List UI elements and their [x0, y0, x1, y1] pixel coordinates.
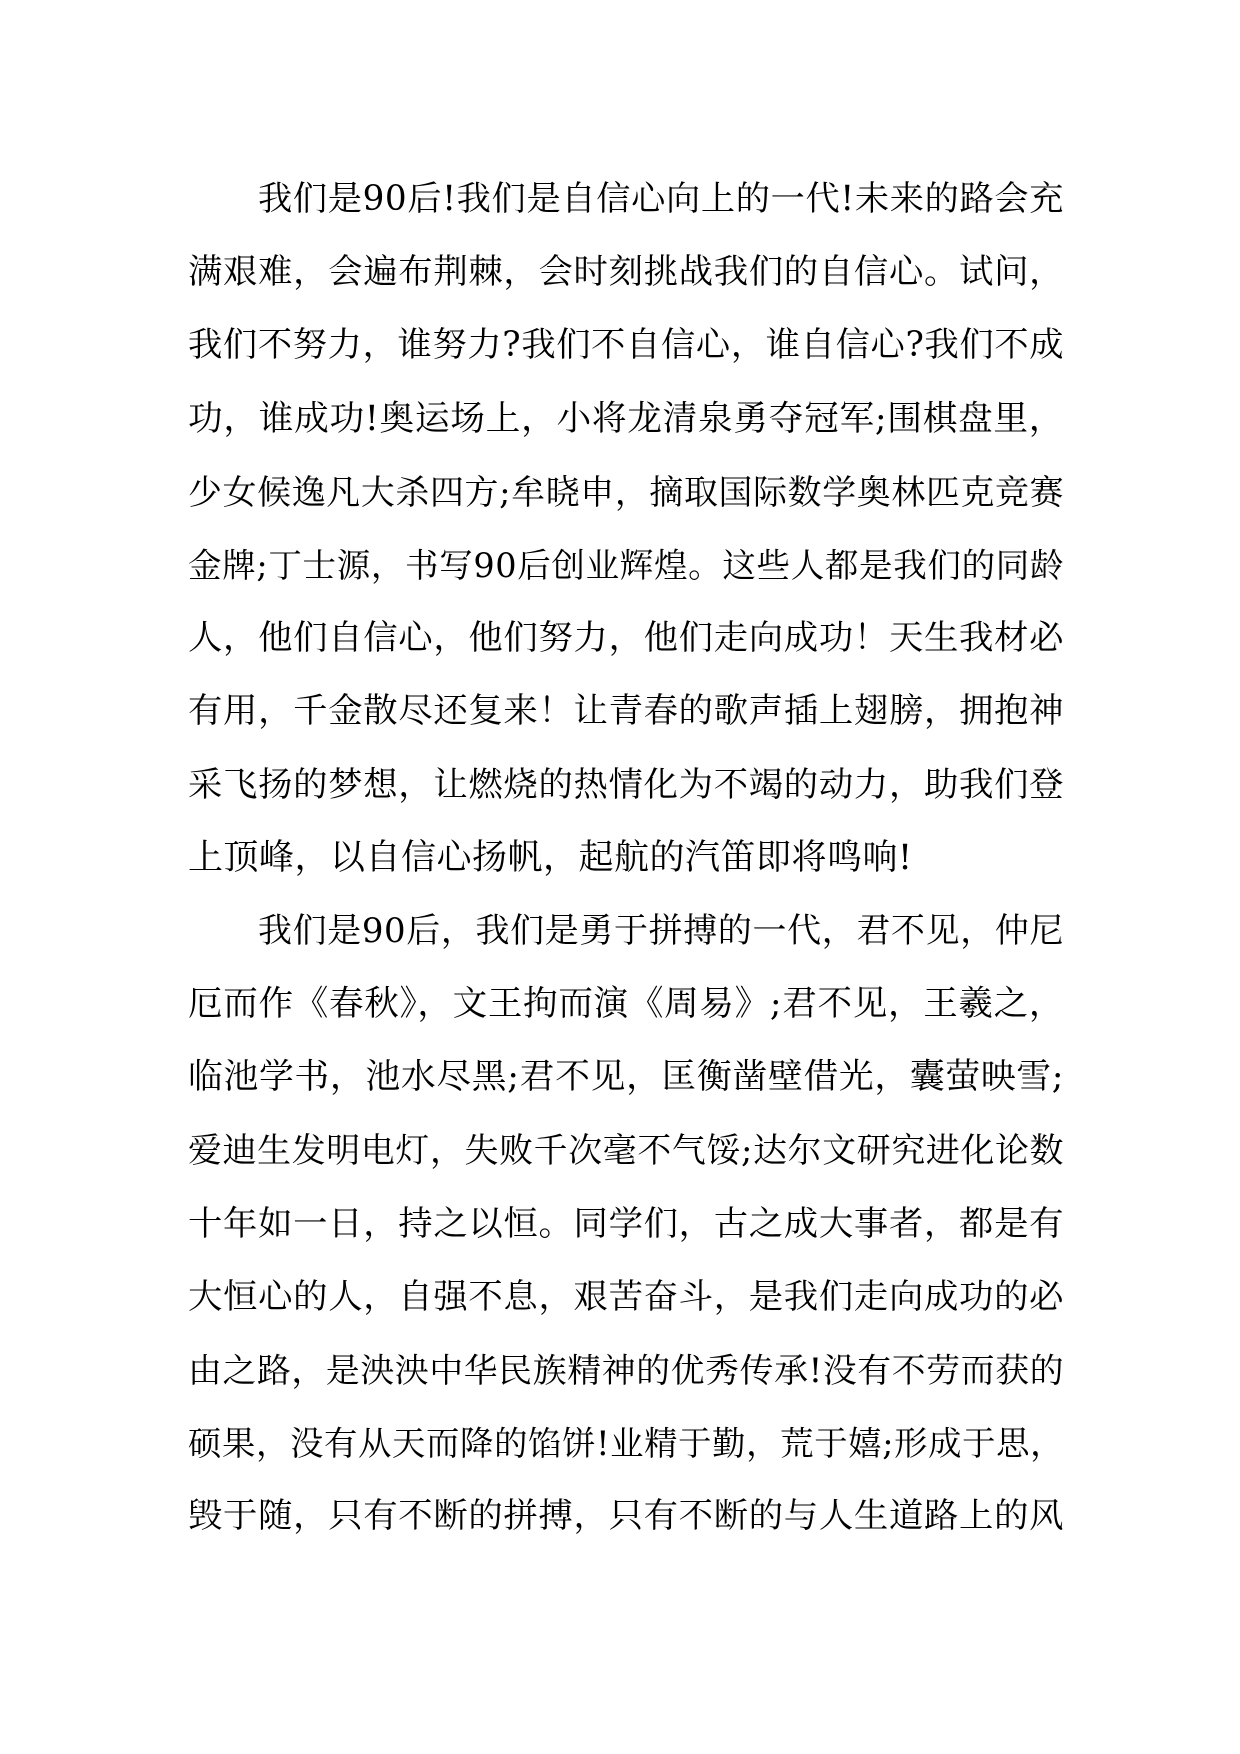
paragraph-2-line-2: 厄而作《春秋》，文王拘而演《周易》;君不见，王羲之， — [188, 984, 1064, 1025]
paragraph-2-line-9: 毁于随，只有不断的拼搏，只有不断的与人生道路上的风 — [188, 1496, 1064, 1537]
paragraph-1-line-9: 采飞扬的梦想，让燃烧的热情化为不竭的动力，助我们登 — [188, 764, 1064, 805]
paragraph-2-line-8: 硕果，没有从天而降的馅饼!业精于勤，荒于嬉;形成于思， — [188, 1424, 1064, 1464]
paragraph-1-line-1: 我们是90后!我们是自信心向上的一代!未来的路会充 — [258, 179, 1064, 219]
paragraph-2-line-1: 我们是90后，我们是勇于拼搏的一代，君不见，仲尼 — [258, 910, 1064, 951]
paragraph-2-line-5: 十年如一日，持之以恒。同学们，古之成大事者，都是有 — [188, 1203, 1064, 1244]
paragraph-1-line-8: 有用，千金散尽还复来！让青春的歌声插上翅膀，拥抱神 — [188, 691, 1064, 732]
document-body — [188, 163, 1064, 1554]
paragraph-1-line-6: 金牌;丁士源，书写90后创业辉煌。这些人都是我们的同龄 — [188, 545, 1064, 585]
paragraph-2-line-7: 由之路，是泱泱中华民族精神的优秀传承!没有不劳而获的 — [188, 1351, 1064, 1390]
paragraph-1-line-2: 满艰难，会遍布荆棘，会时刻挑战我们的自信心。试问， — [188, 252, 1064, 293]
paragraph-2-line-4: 爱迪生发明电灯，失败千次毫不气馁;达尔文研究进化论数 — [188, 1131, 1064, 1171]
paragraph-1-line-5: 少女候逸凡大杀四方;牟晓申，摘取国际数学奥林匹克竞赛 — [188, 472, 1064, 512]
paragraph-1-line-7: 人，他们自信心，他们努力，他们走向成功！天生我材必 — [188, 618, 1064, 659]
paragraph-1-line-3: 我们不努力，谁努力?我们不自信心，谁自信心?我们不成 — [188, 325, 1064, 366]
paragraph-2-line-6: 大恒心的人，自强不息，艰苦奋斗，是我们走向成功的必 — [188, 1276, 1064, 1317]
paragraph-2-line-3: 临池学书，池水尽黑;君不见，匡衡凿壁借光，囊萤映雪; — [188, 1057, 1064, 1098]
paragraph-1-line-10: 上顶峰，以自信心扬帆，起航的汽笛即将鸣响! — [188, 837, 913, 878]
paragraph-1-line-4: 功，谁成功!奥运场上，小将龙清泉勇夺冠军;围棋盘里， — [188, 398, 1064, 439]
